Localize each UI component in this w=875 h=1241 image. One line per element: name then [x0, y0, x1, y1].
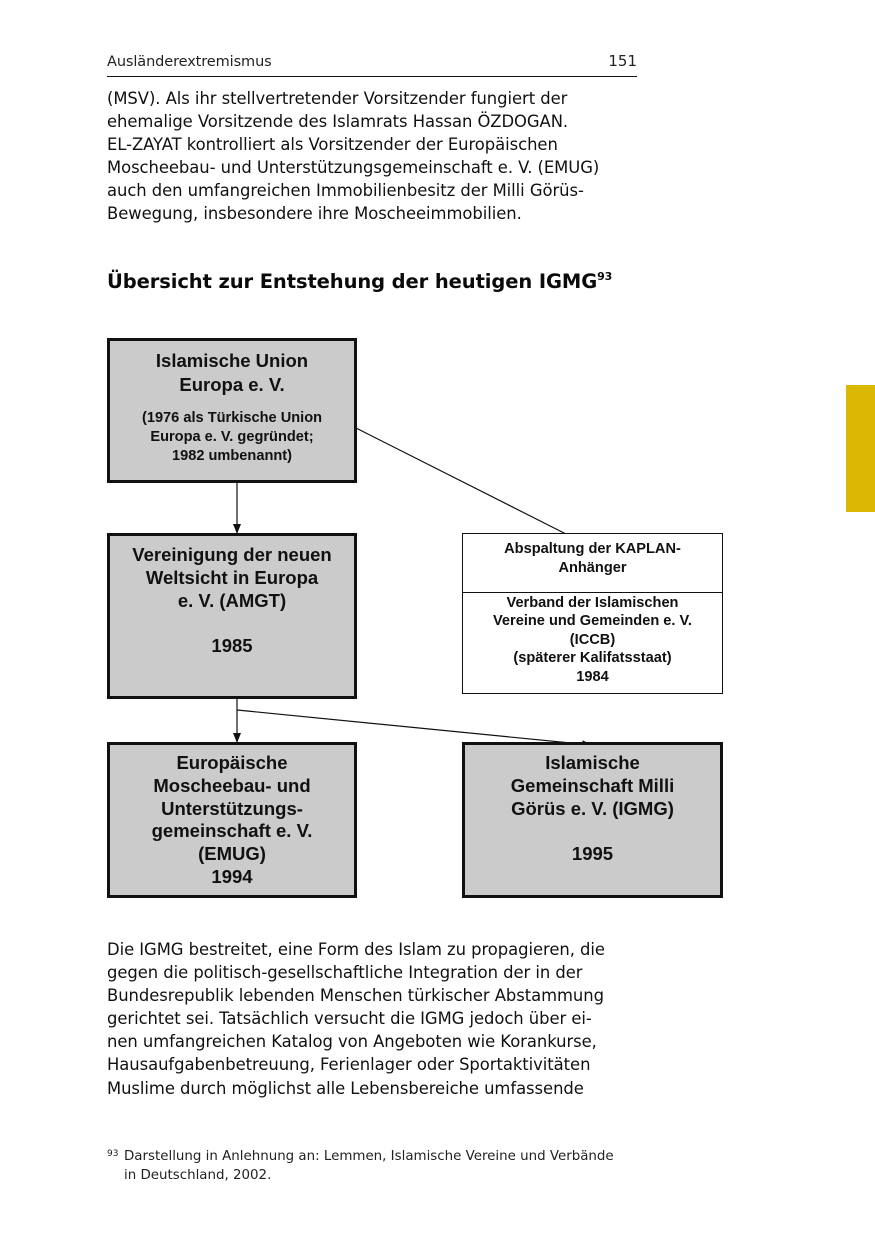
node-year: 1994 — [211, 865, 253, 887]
chapter-thumb-tab — [846, 385, 875, 512]
edge-amgt-igmg — [237, 710, 591, 745]
footnote-line: in Deutschland, 2002. — [124, 1168, 272, 1183]
node-body-line: Vereine und Gemeinden e. V. — [493, 613, 692, 630]
node-amgt — [107, 533, 357, 699]
text-line: Hausaufgabenbetreuung, Ferienlager oder Sportaktivitäten — [107, 1055, 591, 1075]
running-head — [107, 50, 637, 77]
running-title: Ausländerextremismus — [107, 54, 272, 70]
section-heading — [107, 270, 612, 293]
footnote-line: Darstellung in Anlehnung an: Lemmen, Islamische Vereine und Verbände — [124, 1149, 614, 1164]
text-line: Die IGMG bestreitet, eine Form des Islam zu propagieren, die — [107, 940, 605, 959]
text-line: (MSV). Als ihr stellvertretender Vorsitzender fungiert der — [107, 89, 568, 108]
node-year: 1995 — [571, 843, 614, 865]
node-title-line: gemeinschaft e. V. — [151, 820, 313, 842]
node-note-line: 1982 umbenannt) — [171, 448, 293, 464]
footnote-marker: 93 — [107, 1149, 119, 1159]
node-islamische-union-europa — [107, 338, 357, 483]
node-note-line: Europa e. V. gegründet; — [150, 429, 314, 445]
text-line: auch den umfangreichen Immobilienbesitz der Milli Görüs- — [107, 181, 584, 201]
node-title-line: Gemeinschaft Milli — [510, 774, 675, 796]
page-number: 151 — [608, 52, 637, 70]
text-line: Bundesrepublik lebenden Menschen türkischer Abstammung — [107, 986, 604, 1006]
node-body-line: (späterer Kalifatsstaat) — [513, 650, 672, 667]
node-title-line: Islamische Union — [155, 350, 309, 371]
node-title-line: (EMUG) — [198, 843, 266, 865]
footnote — [107, 1147, 614, 1185]
node-emug — [107, 742, 357, 898]
node-title-line: Moscheebau- und — [153, 774, 311, 796]
node-header-line: Abspaltung der KAPLAN- — [504, 541, 681, 557]
node-igmg — [462, 742, 723, 898]
node-title-line: Weltsicht in Europa — [145, 567, 319, 588]
node-note-line: (1976 als Türkische Union — [141, 410, 323, 426]
text-line: ehemalige Vorsitzende des Islamrats Hassan ÖZDOGAN. — [107, 112, 569, 132]
text-line: Bewegung, insbesondere ihre Moscheeimmobilien. — [107, 204, 522, 224]
node-iccb-body — [463, 593, 722, 686]
node-title-line: e. V. (AMGT) — [177, 590, 287, 611]
node-header-line: Anhänger — [558, 560, 627, 576]
node-kaplan-iccb — [462, 533, 723, 694]
node-title-line: Unterstützungs- — [161, 797, 303, 819]
edge-iue-kaplan — [356, 428, 566, 534]
node-body-line: Verband der Islamischen — [506, 595, 679, 611]
intro-paragraph — [107, 87, 599, 226]
section-heading-text: Übersicht zur Entstehung der heutigen IGMG — [107, 270, 598, 293]
text-line: Muslime durch möglichst alle Lebensbereiche umfassende — [107, 1078, 584, 1098]
text-line: nen umfangreichen Katalog von Angeboten wie Korankurse, — [107, 1032, 597, 1052]
node-body-line: (ICCB) — [569, 631, 616, 648]
text-line: EL-ZAYAT kontrolliert als Vorsitzender der Europäischen — [107, 135, 558, 155]
text-line: gegen die politisch-gesellschaftliche Integration der in der — [107, 963, 583, 983]
node-body-line: 1984 — [576, 668, 609, 685]
node-title-line: Islamische — [545, 752, 640, 773]
node-title-line: Görüs e. V. (IGMG) — [511, 797, 674, 819]
node-year: 1985 — [211, 635, 253, 656]
node-kaplan-header — [463, 534, 722, 593]
node-title-line: Europäische — [176, 752, 288, 773]
node-title-line: Vereinigung der neuen — [132, 544, 332, 565]
text-line: Moscheebau- und Unterstützungsgemeinschaft e. V. (EMUG) — [107, 158, 600, 178]
text-line: gerichtet sei. Tatsächlich versucht die IGMG jedoch über ei- — [107, 1009, 592, 1029]
node-title-line: Europa e. V. — [179, 374, 285, 395]
body-paragraph — [107, 938, 605, 1100]
footnote-reference[interactable]: 93 — [597, 270, 613, 283]
